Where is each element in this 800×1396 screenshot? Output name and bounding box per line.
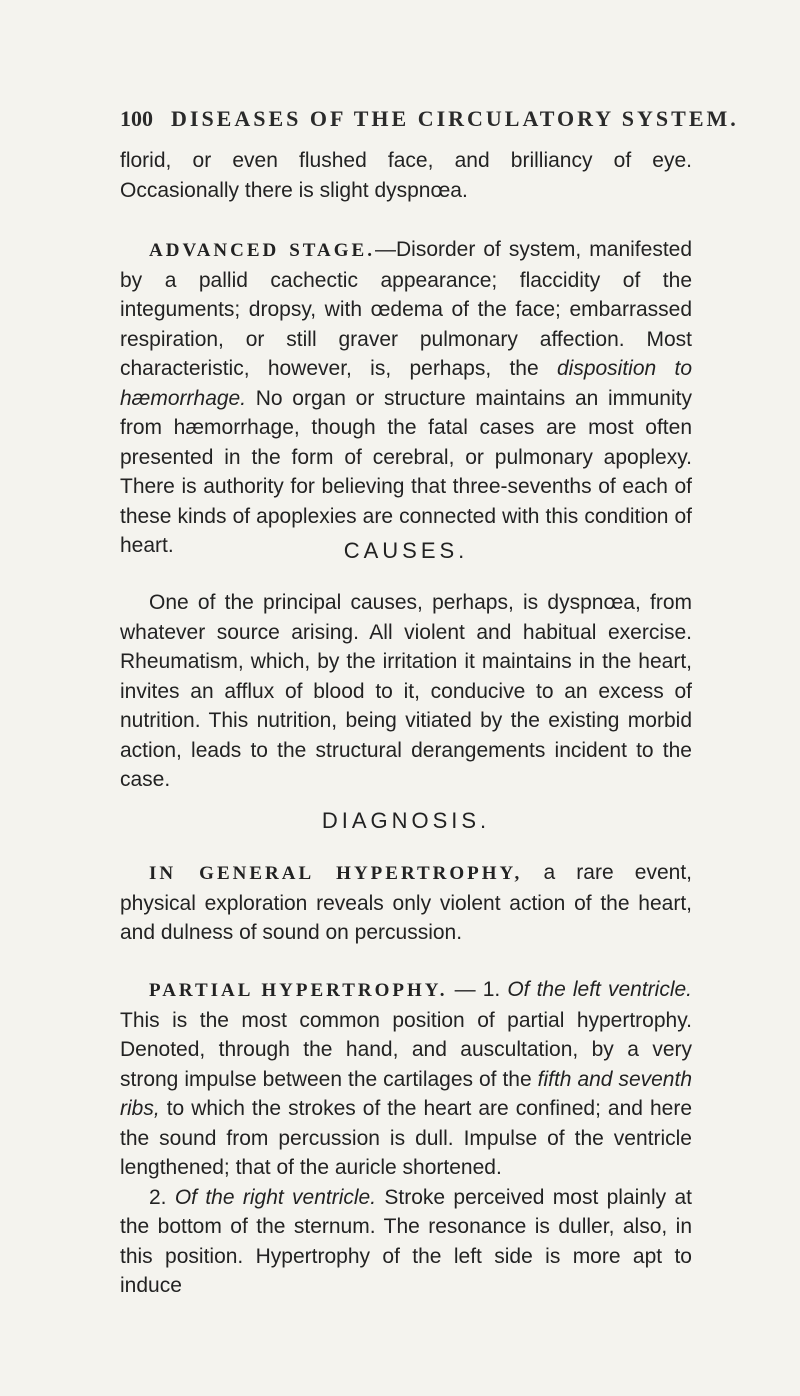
paragraph-partial-hypertrophy bbox=[120, 975, 692, 1301]
right-italic: Of the right ventricle. bbox=[174, 1185, 377, 1209]
partial-num: — 1. bbox=[447, 978, 508, 1001]
partial-italic-ribs: fifth and seventh ribs, bbox=[120, 1067, 693, 1120]
partial-text-b: to which the strokes of the heart are confined; and here the sound from percussion is dull. Impulse of the ventricle lengthened; that of the auricle shortened. bbox=[120, 1097, 692, 1179]
paragraph-florid bbox=[120, 146, 692, 205]
running-title: DISEASES OF THE CIRCULATORY SYSTEM. bbox=[171, 106, 739, 131]
partial-italic: Of the left ventricle. bbox=[507, 978, 692, 1001]
florid-text: florid, or even flushed face, and brilliancy of eye. Occasionally there is slight dyspnœa. bbox=[120, 149, 692, 202]
causes-text: One of the principal causes, perhaps, is dyspnœa, from whatever source arising. All violent and habitual exercise. Rheumatism, which, by the irritation it maintains in the heart, invites an afflux of blood to it, conducive to an excess of nutrition. This nutrition, being vitiated by the existing morbid action, leads to the structural derangements incident to the case. bbox=[120, 591, 692, 791]
advanced-italic: disposition to hæmorrhage. bbox=[120, 357, 692, 410]
advanced-text-a: —Disorder of system, manifested by a pallid cachectic appearance; flaccidity of the integuments; dropsy, with œdema of the face; embarrassed respiration, or still graver pulmonary affection. Most characteristic, however, is, perhaps, the bbox=[120, 238, 693, 380]
partial-hypertrophy-lead: PARTIAL HYPERTROPHY. bbox=[149, 980, 448, 1001]
right-text: Stroke perceived most plainly at the bottom of the sternum. The resonance is duller, also, in this position. Hypertrophy of the left side is more apt to induce bbox=[120, 1185, 692, 1297]
paragraph-general-hypertrophy bbox=[120, 858, 692, 948]
diagnosis-heading: DIAGNOSIS. bbox=[321, 808, 491, 833]
partial-text-a: This is the most common position of partial hypertrophy. Denoted, through the hand, and auscultation, by a very strong impulse between the cartilages of the bbox=[120, 1008, 692, 1091]
paragraph-advanced-stage bbox=[120, 235, 692, 561]
general-hypertrophy-lead: IN GENERAL HYPERTROPHY, bbox=[149, 863, 523, 884]
page-number: 100 bbox=[120, 106, 153, 131]
right-num: 2. bbox=[149, 1185, 175, 1209]
advanced-text-b: No organ or structure maintains an immunity from hæmorrhage, though the fatal cases are most often presented in the form of cerebral, or pulmonary apoplexy. There is authority for believing that three-sevenths of each of these kinds of apoplexies are connected with this condition of heart. bbox=[120, 386, 692, 557]
running-header bbox=[120, 106, 739, 132]
causes-heading: CAUSES. bbox=[343, 538, 469, 563]
general-hypertrophy-text: a rare event, physical exploration reveals only violent action of the heart, and dulness of sound on percussion. bbox=[120, 861, 692, 944]
paragraph-causes bbox=[120, 588, 692, 795]
advanced-stage-lead: ADVANCED STAGE. bbox=[149, 240, 375, 261]
